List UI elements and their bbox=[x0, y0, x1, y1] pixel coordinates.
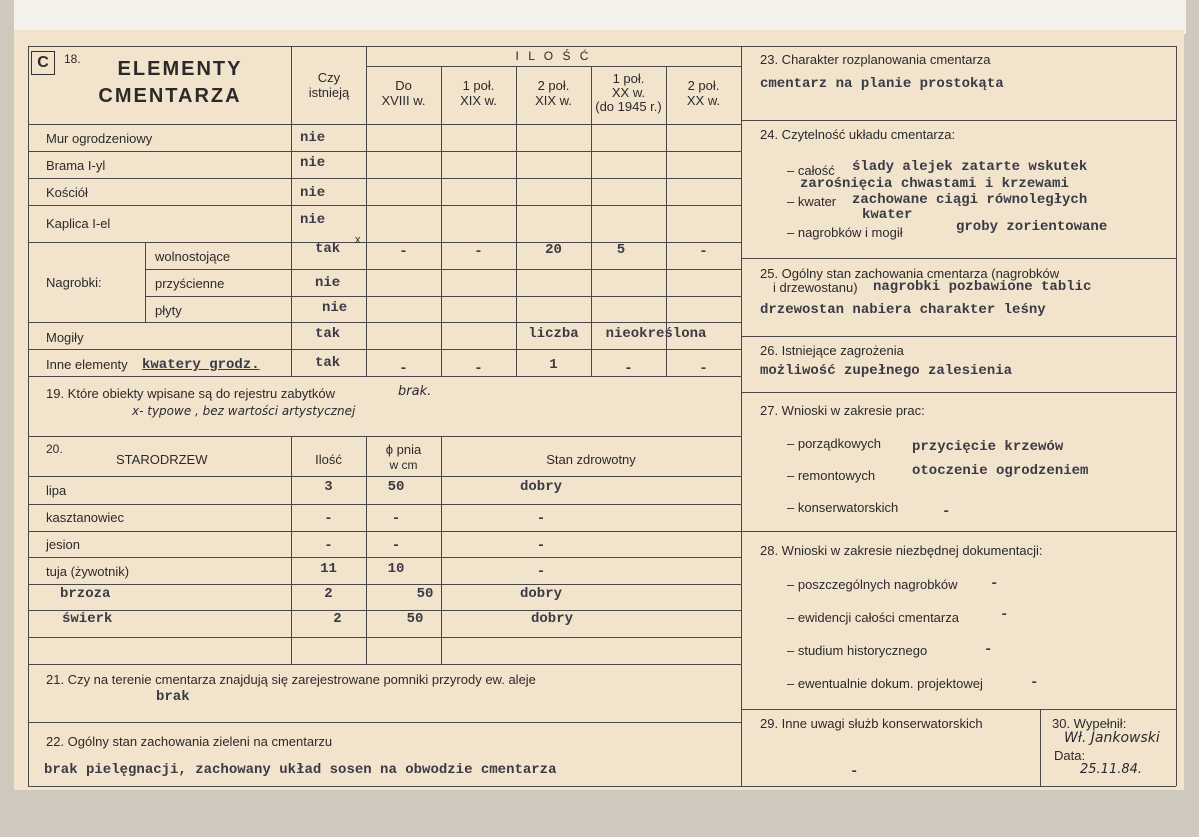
quantity-header: I L O Ś Ć bbox=[515, 49, 592, 63]
q24-calosc-line1: ślady alejek zatarte wskutek bbox=[852, 159, 1088, 175]
q28-item-value: - bbox=[1030, 675, 1039, 691]
section-letter-box: C bbox=[31, 51, 55, 75]
q26-answer: możliwość zupełnego zalesienia bbox=[760, 363, 1013, 379]
tree-name: świerk bbox=[62, 611, 113, 627]
q20-title: STARODRZEW bbox=[116, 452, 208, 467]
paper-top-edge bbox=[14, 0, 1186, 34]
tree-diam: - bbox=[391, 538, 401, 554]
tree-qty: 11 bbox=[320, 561, 337, 577]
tree-qty: 3 bbox=[324, 479, 333, 495]
tree-diam: 50 bbox=[406, 611, 424, 627]
q28-item-value: - bbox=[1000, 607, 1009, 623]
row-label-brama: Brama I-yl bbox=[46, 158, 106, 173]
cell-wolno-4: 5 bbox=[616, 242, 626, 258]
row-label-plyty: płyty bbox=[155, 303, 182, 318]
period-header: 1 poł. bbox=[612, 71, 645, 86]
q24-calosc-label: – całość bbox=[787, 163, 835, 178]
q24-kwater-line2: kwater bbox=[862, 207, 913, 223]
row-label-wolnostojace: wolnostojące bbox=[155, 249, 231, 264]
q25-answer-line1: nagrobki pozbawione tablic bbox=[873, 279, 1092, 295]
q22-question: 22. Ogólny stan zachowania zieleni na cmentarzu bbox=[46, 734, 333, 749]
row-label-przyscienne: przyścienne bbox=[155, 276, 225, 291]
q28-question: 28. Wnioski w zakresie niezbędnej dokumentacji: bbox=[760, 543, 1043, 558]
q24-kwater-label: – kwater bbox=[787, 194, 837, 209]
q19-note: x- typowe , bez wartości artystycznej bbox=[132, 404, 356, 418]
tree-name: brzoza bbox=[60, 586, 111, 602]
q24-calosc-line2: zarośnięcia chwastami i krzewami bbox=[800, 176, 1069, 192]
cell-inne-5: - bbox=[699, 361, 708, 377]
cell-wolno-3: 20 bbox=[545, 242, 562, 258]
q23-question: 23. Charakter rozplanowania cmentarza bbox=[760, 52, 991, 67]
exists-plyty: nie bbox=[322, 300, 348, 316]
exists-kosciol: nie bbox=[300, 185, 326, 201]
q27-item-label: – remontowych bbox=[787, 468, 876, 483]
exists-mur: nie bbox=[300, 130, 326, 146]
cell-inne-1: - bbox=[399, 361, 408, 377]
row-label-kaplica: Kaplica I-el bbox=[46, 216, 111, 231]
cell-wolno-1: - bbox=[399, 244, 408, 260]
period-header: XVIII w. bbox=[381, 93, 426, 108]
tree-name: kasztanowiec bbox=[46, 510, 125, 525]
tree-qty: - bbox=[324, 538, 333, 554]
q27-item-value: przycięcie krzewów bbox=[912, 439, 1064, 455]
q20-col-qty: Ilość bbox=[315, 452, 342, 467]
cell-inne-2: - bbox=[474, 361, 483, 377]
q22-answer: brak pielęgnacji, zachowany układ sosen na obwodzie cmentarza bbox=[44, 762, 557, 778]
q20-col-health: Stan zdrowotny bbox=[546, 452, 636, 467]
q27-item-label: – porządkowych bbox=[787, 436, 881, 451]
period-header: 1 poł. bbox=[462, 78, 495, 93]
tree-health: dobry bbox=[530, 611, 573, 627]
exists-mogily: tak bbox=[315, 326, 341, 342]
q21-question: 21. Czy na terenie cmentarza znajdują się zarejestrowane pomniki przyrody ew. aleje bbox=[46, 672, 536, 687]
cell-mogily-4: nieokreślona bbox=[605, 326, 707, 342]
q24-kwater-line1: zachowane ciągi równoległych bbox=[852, 192, 1088, 208]
period-header: XIX w. bbox=[460, 93, 497, 108]
row-label-mur: Mur ogrodzeniowy bbox=[46, 131, 153, 146]
q24-nagrobkow-label: – nagrobków i mogił bbox=[787, 225, 903, 240]
q29-question: 29. Inne uwagi służb konserwatorskich bbox=[760, 716, 983, 731]
q28-item-label: – studium historycznego bbox=[787, 643, 928, 658]
q29-answer: - bbox=[850, 764, 859, 780]
exists-brama: nie bbox=[300, 155, 326, 171]
tree-health: dobry bbox=[519, 586, 562, 602]
tree-diam: 50 bbox=[387, 479, 405, 495]
section-title-line1: ELEMENTY bbox=[117, 58, 243, 80]
cell-inne-3: 1 bbox=[549, 357, 558, 373]
q26-question: 26. Istniejące zagrożenia bbox=[760, 343, 904, 358]
q30-signature: Wł. Jankowski bbox=[1064, 730, 1160, 746]
exists-header-line2: istnieją bbox=[308, 85, 350, 100]
q30-date-label: Data: bbox=[1054, 748, 1086, 763]
section-title-line2: CMENTARZA bbox=[98, 85, 242, 107]
q21-answer: brak bbox=[156, 689, 190, 705]
q28-item-label: – ewidencji całości cmentarza bbox=[787, 610, 959, 625]
tree-health: - bbox=[536, 538, 546, 554]
cell-wolno-2: - bbox=[474, 244, 483, 260]
q20-col-diam-2: w cm bbox=[389, 458, 418, 472]
q24-question: 24. Czytelność układu cmentarza: bbox=[760, 127, 956, 142]
q20-col-diam-1: ϕ pnia bbox=[385, 442, 422, 457]
q28-item-label: – poszczególnych nagrobków bbox=[787, 577, 958, 592]
tree-health: - bbox=[536, 564, 546, 580]
row-label-kosciol: Kościół bbox=[46, 185, 88, 200]
period-header: XIX w. bbox=[535, 93, 572, 108]
q30-date: 25.11.84. bbox=[1080, 762, 1143, 777]
section-number: 18. bbox=[64, 52, 81, 66]
row-label-mogily: Mogiły bbox=[46, 330, 84, 345]
period-header: Do bbox=[395, 78, 412, 93]
period-header: (do 1945 r.) bbox=[595, 99, 662, 114]
tree-health: - bbox=[536, 511, 546, 527]
exists-header-line1: Czy bbox=[317, 70, 341, 85]
q25-question-line1: 25. Ogólny stan zachowania cmentarza (nagrobków bbox=[760, 266, 1060, 281]
row-label-nagrobki: Nagrobki: bbox=[46, 275, 102, 290]
q25-question-line2: i drzewostanu) bbox=[773, 280, 858, 295]
period-header: 2 poł. bbox=[537, 78, 570, 93]
exists-wolnostojace: tak bbox=[315, 241, 341, 257]
cell-mogily-3: liczba bbox=[528, 326, 579, 342]
tree-name: jesion bbox=[46, 537, 80, 552]
q27-question: 27. Wnioski w zakresie prac: bbox=[760, 403, 925, 418]
q23-answer: cmentarz na planie prostokąta bbox=[760, 76, 1004, 92]
q20-number: 20. bbox=[46, 442, 63, 456]
q27-item-label: – konserwatorskich bbox=[787, 500, 899, 515]
period-header: 2 poł. bbox=[687, 78, 720, 93]
tree-diam: 50 bbox=[416, 586, 434, 602]
q25-answer-line2: drzewostan nabiera charakter leśny bbox=[760, 302, 1046, 318]
tree-qty: 2 bbox=[333, 611, 342, 627]
q19-question: 19. Które obiekty wpisane są do rejestru zabytków bbox=[46, 386, 336, 401]
tree-name: lipa bbox=[46, 483, 67, 498]
cell-wolno-5: - bbox=[699, 244, 708, 260]
tree-diam: - bbox=[391, 511, 401, 527]
period-header: XX w. bbox=[686, 93, 721, 108]
tree-qty: - bbox=[324, 511, 333, 527]
exists-przyscienne: nie bbox=[315, 275, 341, 291]
tree-qty: 2 bbox=[324, 586, 333, 602]
exists-inne: tak bbox=[315, 355, 341, 371]
q24-nagrobkow-value: groby zorientowane bbox=[956, 219, 1108, 235]
inne-typed-value: kwatery grodz. bbox=[142, 357, 260, 373]
q19-answer: brak. bbox=[398, 384, 432, 399]
q27-item-value: otoczenie ogrodzeniem bbox=[912, 463, 1089, 479]
q28-item-value: - bbox=[990, 576, 999, 592]
q30-question: 30. Wypełnił: bbox=[1052, 716, 1127, 731]
q28-item-value: - bbox=[984, 642, 993, 658]
row-label-inne: Inne elementy bbox=[46, 357, 128, 372]
exists-kaplica: nie bbox=[300, 212, 326, 228]
remark-mark: x bbox=[355, 234, 361, 246]
period-header: XX w. bbox=[611, 85, 646, 100]
q28-item-label: – ewentualnie dokum. projektowej bbox=[787, 676, 983, 691]
tree-diam: 10 bbox=[387, 561, 405, 577]
q27-item-value: - bbox=[942, 504, 951, 520]
cell-inne-4: - bbox=[624, 361, 633, 377]
tree-name: tuja (żywotnik) bbox=[46, 564, 130, 579]
tree-health: dobry bbox=[519, 479, 562, 495]
